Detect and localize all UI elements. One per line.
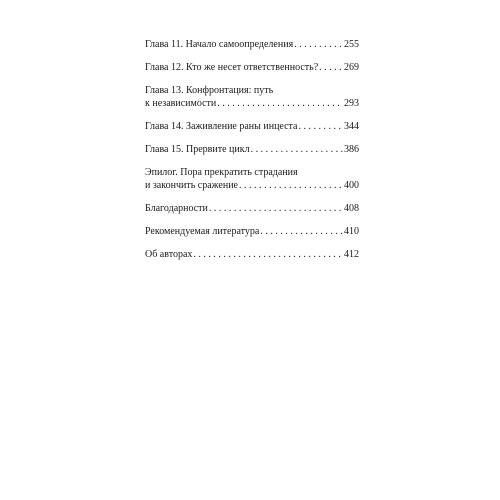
toc-entry-title-line: Эпилог. Пора прекратить страдания [145,167,298,178]
toc-page-number: 400 [344,180,359,191]
toc-entry-chapter-12 [145,61,359,74]
toc-entry-acknowledgments [145,202,359,215]
toc-page-number: 408 [344,203,359,214]
dot-leader [251,143,343,156]
toc-entry-chapter-13 [145,84,359,110]
toc-entry-about-authors [145,248,359,261]
toc-page-number: 344 [344,121,359,132]
dot-leader [260,225,343,238]
toc-entry-title: Глава 14. Заживление раны инцеста [145,121,298,132]
toc-entry-title: Благодарности [145,203,208,214]
toc-entry-title: Глава 11. Начало самоопределения [145,39,294,50]
toc-page-number: 293 [344,98,359,109]
toc-entry-title: Об авторах [145,249,193,260]
dot-leader [209,202,343,215]
toc-page-number: 255 [344,39,359,50]
toc-entry-chapter-15 [145,143,359,156]
toc-entry-title: и закончить сражение [145,180,238,191]
dot-leader [239,179,343,192]
dot-leader [193,248,343,261]
toc-entry-title: Глава 15. Прервите цикл [145,144,250,155]
dot-leader [294,38,343,51]
dot-leader [217,97,343,110]
dot-leader [298,120,343,133]
toc-page-number: 410 [344,226,359,237]
toc-entry-recommended-reading [145,225,359,238]
toc-entry-epilogue [145,166,359,192]
toc-page-number: 269 [344,62,359,73]
toc-entry-chapter-14 [145,120,359,133]
toc-entry-title: Глава 12. Кто же несет ответственность? [145,62,319,73]
toc-page-number: 412 [344,249,359,260]
toc-entry-title: к независимости [145,98,217,109]
toc-entry-title-line: Глава 13. Конфронтация: путь [145,85,274,96]
toc-entry-title: Рекомендуемая литература [145,226,260,237]
dot-leader [319,61,343,74]
toc-entry-chapter-11 [145,38,359,51]
toc-page-number: 386 [344,144,359,155]
table-of-contents [145,38,359,271]
